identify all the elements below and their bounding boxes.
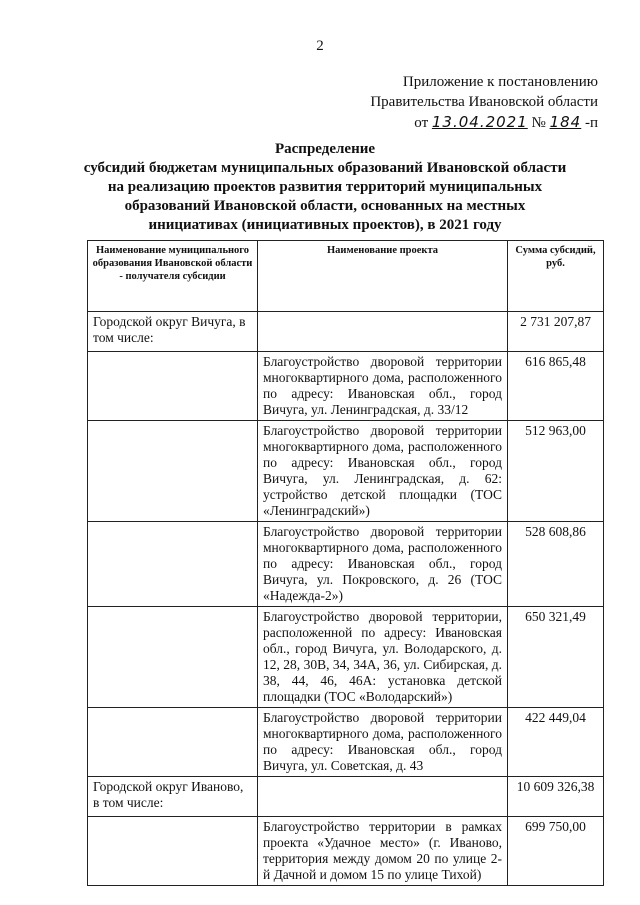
table-row bbox=[88, 708, 604, 777]
project-cell: Благоустройство дворовой территории многоквартирного дома, расположенного по адресу: Ивановская обл., город Вичуга, ул. Советская, д. 43 bbox=[258, 708, 508, 777]
project-cell bbox=[258, 777, 508, 817]
number-sign: № bbox=[531, 115, 546, 131]
amount-cell: 699 750,00 bbox=[508, 817, 604, 886]
municipality-cell bbox=[88, 421, 258, 522]
decree-suffix: -п bbox=[584, 115, 598, 131]
amount-cell: 616 865,48 bbox=[508, 352, 604, 421]
title-line-2: субсидий бюджетам муниципальных образований Ивановской области bbox=[83, 160, 567, 176]
appendix-line-1: Приложение к постановлению bbox=[402, 74, 598, 90]
table-row bbox=[88, 817, 604, 886]
title-line-5: инициативах (инициативных проектов), в 2021 году bbox=[148, 217, 502, 233]
municipality-cell: Городской округ Иваново, в том числе: bbox=[88, 777, 258, 817]
project-cell bbox=[258, 312, 508, 352]
title-line-3: на реализацию проектов развития территорий муниципальных bbox=[107, 179, 543, 195]
table-header-row bbox=[88, 241, 604, 312]
municipality-cell bbox=[88, 708, 258, 777]
document-title bbox=[60, 140, 590, 235]
project-cell: Благоустройство территории в рамках проекта «Удачное место» (г. Иваново, территория между домом 20 по улице 2-й Дачной и домом 15 по улице Тихой) bbox=[258, 817, 508, 886]
project-cell: Благоустройство дворовой территории многоквартирного дома, расположенного по адресу: Ивановская обл., город Вичуга, ул. Ленинградская, д. 33/12 bbox=[258, 352, 508, 421]
municipality-cell bbox=[88, 522, 258, 607]
municipality-cell bbox=[88, 817, 258, 886]
title-line-4: образований Ивановской области, основанных на местных bbox=[124, 198, 526, 214]
table-row bbox=[88, 421, 604, 522]
amount-cell: 528 608,86 bbox=[508, 522, 604, 607]
appendix-line-3 bbox=[298, 112, 598, 133]
project-cell: Благоустройство дворовой территории многоквартирного дома, расположенного по адресу: Ивановская обл., город Вичуга, ул. Ленинградская, д. 62: устройство детской площадки (ТОС «Ленинградский») bbox=[258, 421, 508, 522]
decree-number: 184 bbox=[549, 113, 582, 131]
amount-cell: 2 731 207,87 bbox=[508, 312, 604, 352]
table-row bbox=[88, 607, 604, 708]
appendix-line-2: Правительства Ивановской области bbox=[370, 94, 598, 110]
table-row bbox=[88, 777, 604, 817]
header-amount: Сумма субсидий, руб. bbox=[508, 241, 604, 312]
project-cell: Благоустройство дворовой территории, расположенной по адресу: Ивановская обл., город Вичуга, ул. Володарского, д. 12, 28, 30В, 34, 34А, 36, ул. Сибирская, д. 38, 44, 46, 46А: установка детской площадки (ТОС «Володарский») bbox=[258, 607, 508, 708]
amount-cell: 650 321,49 bbox=[508, 607, 604, 708]
title-line-1: Распределение bbox=[274, 141, 376, 157]
appendix-header bbox=[298, 72, 598, 133]
project-cell: Благоустройство дворовой территории многоквартирного дома, расположенного по адресу: Ивановская обл., город Вичуга, ул. Покровского, д. 26 (ТОС «Надежда-2») bbox=[258, 522, 508, 607]
amount-cell: 422 449,04 bbox=[508, 708, 604, 777]
page-number: 2 bbox=[316, 38, 324, 54]
municipality-cell bbox=[88, 352, 258, 421]
amount-cell: 512 963,00 bbox=[508, 421, 604, 522]
header-project: Наименование проекта bbox=[258, 241, 508, 312]
municipality-cell: Городской округ Вичуга, в том числе: bbox=[88, 312, 258, 352]
table-row bbox=[88, 522, 604, 607]
table-row bbox=[88, 352, 604, 421]
subsidy-distribution-table bbox=[87, 240, 604, 886]
appendix-from: от bbox=[414, 115, 429, 131]
municipality-cell bbox=[88, 607, 258, 708]
amount-cell: 10 609 326,38 bbox=[508, 777, 604, 817]
table-row bbox=[88, 312, 604, 352]
header-municipality: Наименование муниципального образования Ивановской области - получателя субсидии bbox=[88, 241, 258, 312]
decree-date: 13.04.2021 bbox=[431, 113, 528, 131]
